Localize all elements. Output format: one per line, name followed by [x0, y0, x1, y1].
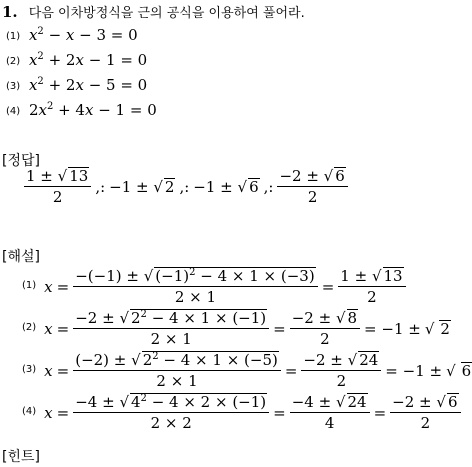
problem-item-4: (4) $2x^2 + 4x - 1 = 0$ [6, 101, 157, 119]
problem-item-2: (2) $x^2 + 2x - 1 = 0$ [6, 51, 148, 69]
solution-heading: [해설] [2, 249, 40, 265]
problem-text: 다음 이차방정식을 근의 공식을 이용하여 풀어라. [28, 6, 305, 21]
solution-3: (3) x = $\frac{(-2) \pm √ 2^2 - 4 \times 1 \times (-5)}{2 \times 1}$ = $\frac{-2 \pm √ 24}{2}$ = −1 ± √ 6 [22, 351, 472, 390]
answer-3: −1 ± √ 6 [193, 177, 259, 196]
solution-label: (3) [22, 364, 37, 375]
hint-heading: [힌트] [2, 449, 40, 465]
answer-1: $\frac{1 \pm √ 13}{2}$ [24, 166, 91, 207]
item-label: (4) [6, 106, 21, 117]
solution-label: (4) [22, 406, 37, 417]
answer-separator: ,: [179, 177, 190, 196]
problem-header [2, 2, 305, 21]
solution-label: (1) [22, 280, 37, 291]
answer-2: −1 ± √ 2 [109, 177, 175, 196]
item-label: (1) [6, 31, 21, 42]
solution-2: (2) x = $\frac{-2 \pm √ 2^2 - 4 \times 1 \times (-1)}{2 \times 1}$ = $\frac{-2 \pm √ 8}{2}$ = −1 ± √ 2 [22, 309, 450, 348]
problem-item-3: (3) $x^2 + 2x - 5 = 0$ [6, 76, 148, 94]
answer-heading: [정답] [2, 153, 40, 169]
answer-separator: ,: [95, 177, 106, 196]
answer-line [24, 166, 348, 207]
problem-item-1: (1) $x^2 - x - 3 = 0$ [6, 26, 138, 44]
problem-number: 1. [2, 3, 18, 21]
solution-1: (1) x = $\frac{-(-1) \pm √ (-1)^2 - 4 \times 1 \times (-3)}{2 \times 1}$ = $\frac{1 \pm √ 13}{2}$ [22, 266, 406, 307]
answer-4: $\frac{-2 \pm √ 6}{2}$ [277, 166, 347, 207]
solution-4: (4) x = $\frac{-4 \pm √ 4^2 - 4 \times 2 \times (-1)}{2 \times 2}$ = $\frac{-4 \pm √ 24}{4}$ = $\frac{-2 \pm √ 6}{2}$ [22, 392, 461, 433]
item-label: (2) [6, 56, 21, 67]
answer-separator: ,: [263, 177, 274, 196]
item-label: (3) [6, 81, 21, 92]
solution-label: (2) [22, 322, 37, 333]
